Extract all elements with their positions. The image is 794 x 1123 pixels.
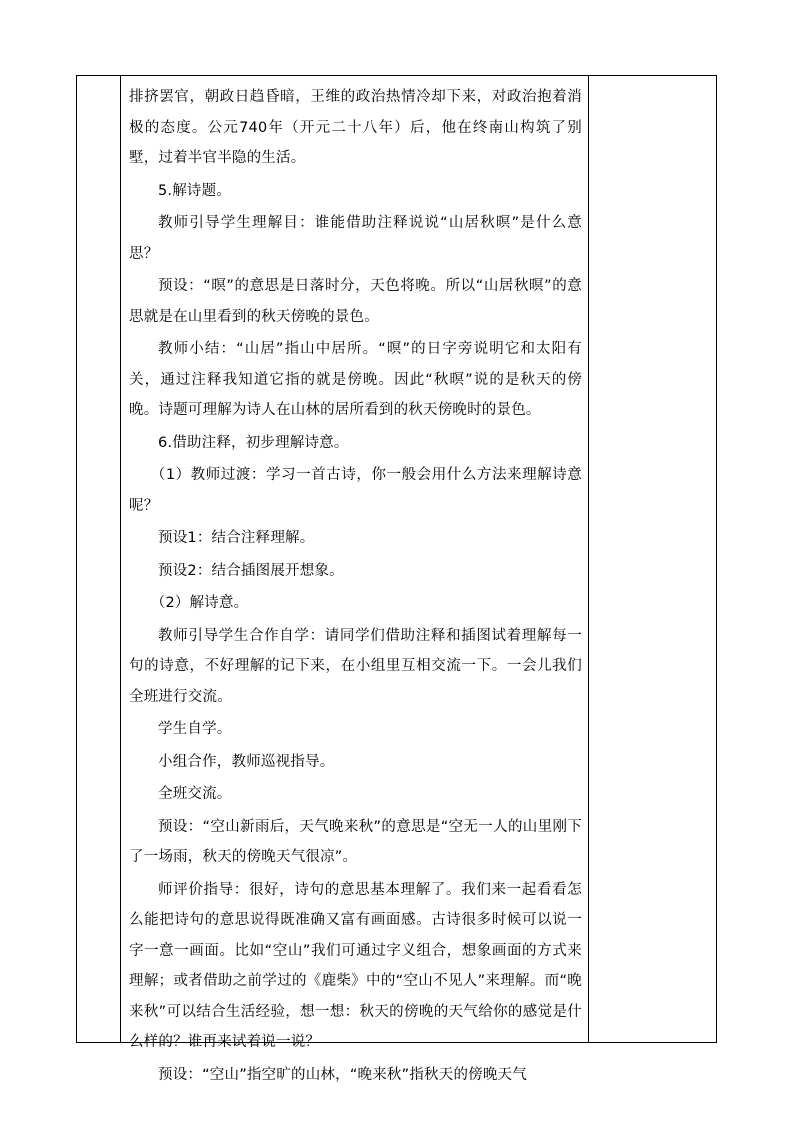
paragraph-12: 学生自学。 xyxy=(158,721,232,737)
paragraph-8: 预设1：结合注释理解。 xyxy=(158,530,315,546)
paragraph-3: 教师引导学生理解目：谁能借助注释说说“山居秋暝”是什么意思？ xyxy=(129,215,582,262)
paragraph-13: 小组合作，教师巡视指导。 xyxy=(158,753,335,770)
paragraph-2: 5.解诗题。 xyxy=(158,182,232,199)
paragraph-5: 教师小结：“山居”指山中居所。“暝”的日字旁说明它和太阳有关，通过注释我知道它指的就是傍晚。因此“秋暝”说的是秋天的傍晚。诗题可理解为诗人在山林的居所看到的秋天傍晚时的景色。 xyxy=(129,341,582,418)
table-content-column xyxy=(121,76,590,1083)
lesson-table xyxy=(76,75,717,1083)
paragraph-15: 预设：“空山新雨后，天气晚来秋”的意思是“空无一人的山里刚下了一场雨，秋天的傍晚天气很凉”。 xyxy=(129,818,582,865)
paragraph-4: 预设：“暝”的意思是日落时分，天色将晚。所以“山居秋暝”的意思就是在山里看到的秋天傍晚的景色。 xyxy=(129,278,582,325)
paragraph-10: （2）解诗意。 xyxy=(150,595,249,611)
paragraph-16: 师评价指导：很好，诗句的意思基本理解了。我们来一起看看怎么能把诗句的意思说得既准确又富有画面感。古诗很多时候可以说一字一意一画面。比如“空山”我们可通过字义组合，想象画面的方式来理解；或者借助之前学过的《鹿柴》中的“空山不见人”来理解。而“晚来秋”可以结合生活经验，想一想：秋天的傍晚的天气给你的感觉是什么样的？谁再来试着说一说？ xyxy=(129,881,582,1050)
paragraph-11: 教师引导学生合作自学：请同学们借助注释和插图试着理解每一句的诗意，不好理解的记下来，在小组里互相交流一下。一会儿我们全班进行交流。 xyxy=(129,627,582,705)
paragraph-7: （1）教师过渡：学习一首古诗，你一般会用什么方法来理解诗意呢？ xyxy=(129,467,582,514)
paragraph-1: 排挤罢官，朝政日趋昏暗，王维的政治热情冷却下来，对政治抱着消极的态度。公元740年（开元二十八年）后，他在终南山构筑了别墅，过着半官半隐的生活。 xyxy=(129,89,582,166)
paragraph-17: 预设：“空山”指空旷的山林，“晚来秋”指秋天的傍晚天气 xyxy=(158,1066,527,1083)
paragraph-14: 全班交流。 xyxy=(158,786,232,802)
table-left-column xyxy=(77,76,121,1042)
table-right-column xyxy=(588,76,716,1042)
paragraph-6: 6.借助注释，初步理解诗意。 xyxy=(158,434,349,451)
paragraph-9: 预设2：结合插图展开想象。 xyxy=(158,562,344,579)
